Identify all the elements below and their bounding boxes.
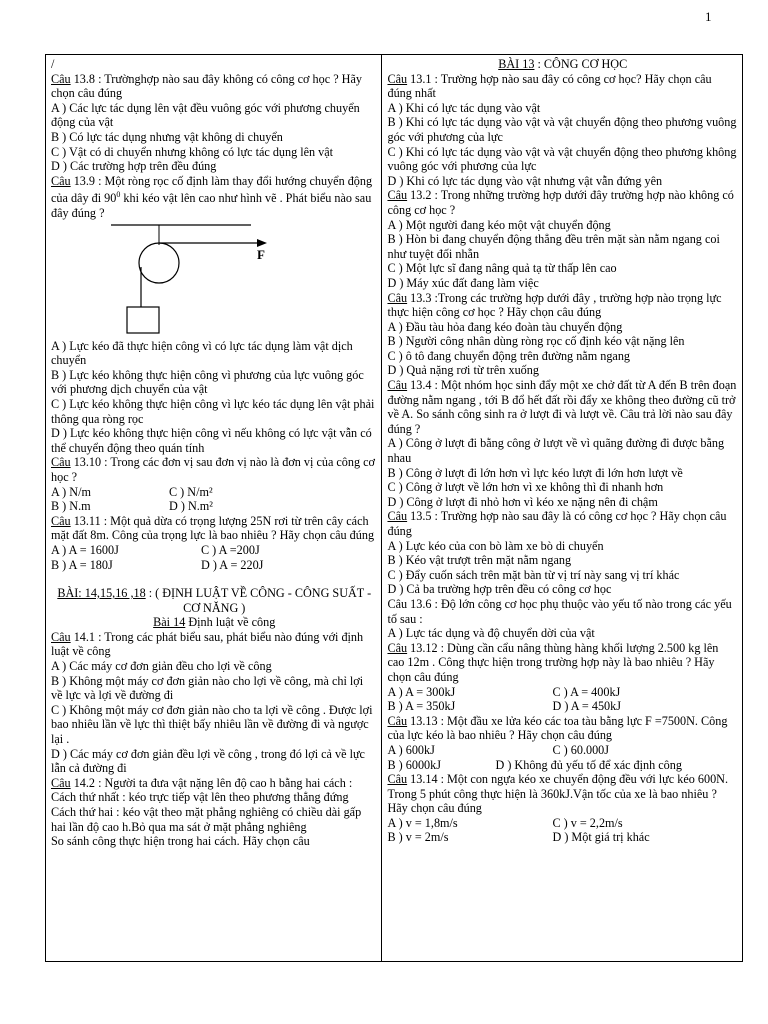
question-text: 13.11 : Một quả dừa có trọng lượng 25N rơi từ trên cây cách mặt đất 8m. Công của trọng lực là bao nhiêu ? Hãy chọn câu đúng: [51, 513, 375, 543]
answer-b: B ) Khi có lực tác dụng vào vật và vật chuyển động theo phương vuông góc với phương của lực: [387, 115, 737, 144]
answer-c: C ) v = 2,2m/s: [552, 815, 623, 830]
answer-d: D ) A = 220J: [201, 557, 264, 572]
answer-c: C ) Một lực sĩ đang nâng quả tạ từ thấp lên cao: [387, 261, 617, 276]
answer-b: B ) Có lực tác dụng nhưng vật không di chuyển: [51, 129, 283, 144]
method-two: Cách thứ hai : kéo vật theo mặt phẳng nghiêng có chiều dài gấp hai lần độ cao h.Bỏ qua ma sát ở mặt phẳng nghiêng: [51, 805, 362, 834]
method-one: Cách thứ nhất : kéo trực tiếp vật lên theo phương thẳng đứng: [51, 790, 349, 805]
question-text: 13.14 : Một con ngựa kéo xe chuyển động đều với lực kéo 600N. Trong 5 phút công thực hiện là 360kJ.Vận tốc của xe là bao nhiêu ? Hãy chọn câu đúng: [387, 772, 729, 816]
answer-b: B ) Kéo vật trượt trên mặt nằm ngang: [387, 553, 572, 568]
subsection-text: Định luật về công: [185, 615, 276, 630]
degree-superscript: 0: [116, 190, 121, 200]
question-text-cont: khi kéo vật lên cao như hình vẽ . Phát biểu nào sau đây đúng ?: [51, 191, 372, 220]
answer-row: [387, 758, 738, 773]
compare-prompt: So sánh công thực hiện trong hai cách. Hãy chọn câu: [51, 834, 310, 849]
answer-c: C ) A =200J: [201, 542, 260, 557]
question-13-11: [51, 514, 377, 543]
section-title-underlined: BÀI: 14,15,16 ,18: [57, 586, 146, 601]
answer-d: D ) Lực kéo không thực hiện công vì nếu không có lực vật vẫn có thể chuyển động theo quán tính: [51, 426, 372, 455]
question-text: 13.13 : Một đầu xe lửa kéo các toa tàu bằng lực F =7500N. Công của lực kéo là bao nhiêu ? Hãy chọn câu đúng: [387, 713, 728, 743]
answer-d: D ) Quả nặng rơi từ trên xuống: [387, 363, 539, 378]
answer-a: A ) Lực kéo đã thực hiện công vì có lực tác dụng làm vật dịch chuyển: [51, 338, 353, 368]
question-text: 13.5 : Trường hợp nào sau đây là có công cơ học ? Hãy chọn câu đúng: [387, 509, 727, 538]
answer-row: [387, 816, 738, 831]
answer-d: D ) Các trường hợp trên đều đúng: [51, 159, 217, 174]
question-13-2: [387, 188, 738, 217]
pulley-wheel: [139, 243, 179, 283]
hanging-block: [127, 307, 159, 333]
answer-d: D ) Không đủ yếu tố để xác định công: [495, 757, 682, 772]
question-13-1: [387, 72, 738, 101]
question-13-6: Câu 13.6 : Độ lớn công cơ học phụ thuộc vào yếu tố nào trong các yếu tố sau :: [387, 596, 732, 626]
question-text: 14.2 : Người ta đưa vật nặng lên độ cao h bằng hai cách :: [70, 775, 353, 790]
answer-c: C ) Khi có lực tác dụng vào vật và vật chuyển động theo phương không vuông góc với phương của lực: [387, 144, 737, 174]
answer-row: [51, 543, 377, 558]
question-label: Câu: [387, 640, 408, 655]
question-13-9: [51, 174, 377, 221]
answer-b: B ) 6000kJ: [387, 757, 441, 772]
question-14-2: [51, 776, 377, 791]
answer-b: B ) A = 350kJ: [387, 699, 456, 714]
question-label: Câu: [387, 188, 408, 203]
answer-row: [51, 485, 377, 500]
answer-row: [51, 558, 377, 573]
answer-c: C ) ô tô đang chuyển động trên đường nằm ngang: [387, 348, 631, 363]
page-number: 1: [705, 9, 712, 24]
answer-d: D ) Máy xúc đất đang làm việc: [387, 275, 539, 290]
question-13-5: [387, 509, 738, 538]
answer-a: A ) Công ở lượt đi bằng công ở lượt về vì quãng đường đi được bằng nhau: [387, 436, 725, 466]
answer-a: A ) 600kJ: [387, 742, 435, 757]
question-text: 14.1 : Trong các phát biểu sau, phát biểu nào đúng với định luật về công: [51, 629, 364, 659]
answer-row: [387, 699, 738, 714]
answer-b: B ) Lực kéo không thực hiện công vì phương của lực vuông góc với phương dịch chuyển của vật: [51, 367, 364, 397]
answer-d: D ) A = 450kJ: [552, 699, 621, 714]
answer-c: C ) Vật có di chuyển nhưng không có lực tác dụng lên vật: [51, 144, 334, 159]
question-text: 13.2 : Trong những trường hợp dưới đây trường hợp nào không có công cơ học ?: [387, 188, 734, 217]
answer-a: A ) Đầu tàu hỏa đang kéo đoàn tàu chuyển động: [387, 319, 623, 334]
answer-c: C ) 60.000J: [552, 742, 610, 757]
question-label: Câu: [387, 772, 408, 787]
answer-a: A ) v = 1,8m/s: [387, 815, 458, 830]
answer-b: B ) v = 2m/s: [387, 830, 449, 845]
answer-a: A ) Lực tác dụng và độ chuyển dời của vật: [387, 626, 595, 641]
question-label: Câu: [387, 509, 408, 524]
answer-b: B ) Người công nhân dùng ròng rọc cố định kéo vật nặng lên: [387, 334, 685, 349]
question-label: Câu: [51, 71, 71, 86]
answer-c: C ) Đẩy cuốn sách trên mặt bàn từ vị trí này sang vị trí khác: [387, 567, 680, 582]
answer-c: C ) Lực kéo không thực hiện công vì lực kéo tác dụng lên vật phải thông qua ròng rọc: [51, 396, 375, 426]
question-13-12: [387, 641, 738, 685]
section-title-rest: : ( ĐỊNH LUẬT VỀ CÔNG - CÔNG SUẤT - CƠ NĂNG ): [145, 586, 372, 615]
force-arrow-head: [257, 239, 267, 247]
answer-d: D ) N.m²: [169, 499, 213, 514]
answer-a: A ) Lực kéo của con bò làm xe bò di chuyển: [387, 538, 604, 553]
question-text: 13.4 : Một nhóm học sinh đẩy một xe chở đất từ A đến B trên đoạn đường nằm ngang , tới B đổ hết đất rồi đẩy xe không theo đường cũ trở về A. So sánh công sinh ra ở lượt đi và lượt về. Câu trả lời nào sau đây đúng ?: [387, 378, 737, 436]
answer-c: C ) Công ở lượt về lớn hơn vì xe không thì đi nhanh hơn: [387, 480, 664, 495]
question-text: 13.9 : Một ròng rọc cố định làm thay đổi hướng chuyển động của dây đi 90: [51, 173, 373, 206]
subsection-title: [51, 615, 377, 630]
right-column: [382, 55, 743, 962]
question-14-1: [51, 630, 377, 659]
question-text: 13.10 : Trong các đơn vị sau đơn vị nào là đơn vị của công cơ học ?: [51, 455, 375, 484]
answer-row: [387, 743, 738, 758]
force-label: F: [257, 246, 265, 262]
question-label: Câu: [387, 71, 408, 86]
question-13-4: [387, 378, 738, 436]
answer-d: D ) Các máy cơ đơn giản đều lợi về công , trong đó lợi cả về lực lẫn cả đường đi: [51, 746, 365, 776]
answer-row: [387, 685, 738, 700]
answer-d: D ) Công ở lượt đi nhỏ hơn vì kéo xe nặng nên đi chậm: [387, 494, 658, 509]
pulley-figure: [51, 223, 351, 335]
answer-c: C ) N/m²: [169, 484, 213, 499]
question-table: [45, 54, 743, 962]
lesson-label: BÀI 13: [498, 57, 535, 71]
answer-row: [387, 830, 738, 845]
answer-a: A ) N/m: [51, 484, 91, 499]
question-label: Câu: [387, 713, 408, 728]
section-title: [51, 586, 377, 615]
answer-a: A ) A = 1600J: [51, 542, 119, 557]
question-13-14: [387, 772, 738, 816]
answer-b: B ) A = 180J: [51, 557, 113, 572]
answer-d: D ) Cả ba trường hợp trên đều có công cơ học: [387, 582, 612, 597]
answer-d: D ) Khi có lực tác dụng vào vật nhưng vật vẫn đứng yên: [387, 173, 663, 188]
answer-a: A ) Khi có lực tác dụng vào vật: [387, 100, 541, 115]
question-label: Câu: [51, 629, 71, 644]
answer-b: B ) Công ở lượt đi lớn hơn vì lực kéo lượt đi lớn hơn lượt về: [387, 465, 683, 480]
question-text: 13.8 : Trườnghợp nào sau đây không có công cơ học ? Hãy chọn câu đúng: [51, 71, 362, 101]
subsection-label: Bài 14: [153, 615, 186, 630]
answer-a: A ) Các lực tác dụng lên vật đều vuông góc với phương chuyển động của vật: [51, 100, 360, 130]
question-13-10: [51, 455, 377, 484]
answer-a: A ) Các máy cơ đơn giản đều cho lợi về công: [51, 659, 272, 674]
answer-a: A ) A = 300kJ: [387, 684, 456, 699]
question-13-8: [51, 72, 377, 101]
question-label: Câu: [387, 290, 408, 305]
question-label: Câu: [51, 513, 71, 528]
answer-b: B ) N.m: [51, 499, 91, 514]
question-text: 13.3 :Trong các trường hợp dưới đây , trường hợp nào trọng lực thực hiện công cơ học ? Hãy chọn câu đúng: [387, 290, 722, 320]
answer-d: D ) Một giá trị khác: [552, 830, 650, 845]
answer-c: C ) A = 400kJ: [552, 684, 621, 699]
question-text: 13.1 : Trường hợp nào sau đây có công cơ học? Hãy chọn câu đúng nhất: [387, 71, 712, 101]
question-13-3: [387, 291, 738, 320]
answer-b: B ) Hòn bi đang chuyển động thẳng đều trên mặt sàn nằm ngang coi như tuyệt đối nhẵn: [387, 232, 720, 261]
lesson-title: [387, 57, 738, 72]
lesson-name: : CÔNG CƠ HỌC: [534, 57, 628, 71]
question-label: Câu: [51, 173, 71, 188]
answer-c: C ) Không một máy cơ đơn giản nào cho ta lợi về công . Được lợi bao nhiêu lần về lực thì thiệt bấy nhiêu lần về đường đi và ngược lại .: [51, 702, 373, 747]
left-mark: /: [51, 57, 55, 71]
question-text: 13.12 : Dùng cần cẩu nâng thùng hàng khối lượng 2.500 kg lên cao 12m . Công thực hiện trong trường hợp này là bao nhiêu ? Hãy chọn câu đúng: [387, 640, 719, 684]
question-13-13: [387, 714, 738, 743]
answer-b: B ) Không một máy cơ đơn giản nào cho lợi về công, mà chỉ lợi về lực và lợi về đường đi: [51, 673, 364, 703]
answer-row: [51, 499, 377, 514]
question-label: Câu: [51, 455, 71, 470]
left-column: [46, 55, 382, 962]
question-label: Câu: [51, 775, 71, 790]
answer-a: A ) Một người đang kéo một vật chuyển động: [387, 217, 611, 232]
question-label: Câu: [387, 378, 408, 393]
